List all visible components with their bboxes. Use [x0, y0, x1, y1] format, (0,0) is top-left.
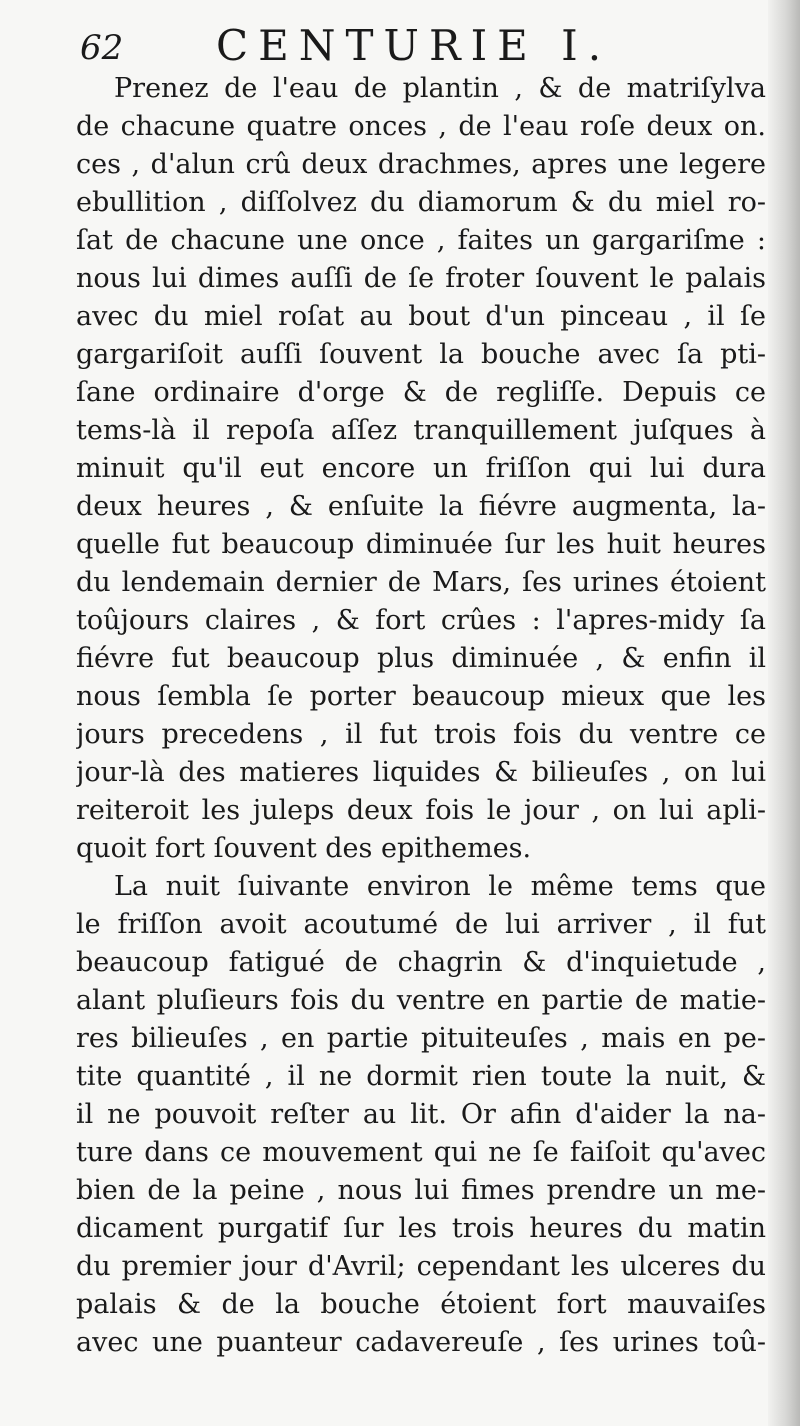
text-line: avec du miel roſat au bout d'un pinceau , il ſe: [76, 301, 766, 332]
text-line: le friſſon avoit acoutumé de lui arriver , il fut: [76, 909, 766, 940]
text-line: gargariſoit auſſi ſouvent la bouche avec ſa pti-: [76, 339, 766, 370]
text-line: deux heures , & enſuite la fiévre augmenta, la-: [76, 491, 766, 522]
page-number: 62: [80, 28, 124, 68]
text-line: bien de la peine , nous lui fimes prendre un me-: [76, 1175, 766, 1206]
text-line: minuit qu'il eut encore un friſſon qui lui dura: [76, 453, 766, 484]
text-line: alant pluſieurs fois du ventre en partie de matie-: [76, 985, 766, 1016]
text-line: ture dans ce mouvement qui ne ſe faiſoit qu'avec: [76, 1137, 766, 1168]
text-line: La nuit ſuivante environ le même tems que: [114, 871, 766, 902]
text-line: quoit fort ſouvent des epithemes.: [76, 833, 532, 864]
text-line: quelle fut beaucoup diminuée ſur les huit heures: [76, 529, 766, 560]
text-line: jours precedens , il fut trois fois du ventre ce: [76, 719, 766, 750]
text-line: ſane ordinaire d'orge & de regliſſe. Depuis ce: [76, 377, 766, 408]
text-line: de chacune quatre onces , de l'eau roſe deux on.: [76, 111, 766, 142]
text-line: jour-là des matieres liquides & bilieuſes , on lui: [76, 757, 766, 788]
running-title: CENTURIE I.: [216, 21, 612, 70]
paragraph-1: [76, 70, 766, 868]
text-line: ces , d'alun crû deux drachmes, apres une legere: [76, 149, 766, 180]
text-line: Prenez de l'eau de plantin , & de matriſylva: [114, 73, 766, 104]
text-line: avec une puanteur cadavereuſe , ſes urines toû-: [76, 1327, 766, 1358]
text-line: nous lui dimes auſſi de ſe froter ſouvent le palais: [76, 263, 766, 294]
paragraph-2: [76, 868, 766, 1362]
text-line: res bilieuſes , en partie pituiteuſes , mais en pe-: [76, 1023, 766, 1054]
text-line: du lendemain dernier de Mars, ſes urines étoient: [76, 567, 766, 598]
page-gutter-shadow: [768, 0, 800, 1426]
text-line: tems-là il repoſa aſſez tranquillement juſques à: [76, 415, 766, 446]
text-line: du premier jour d'Avril; cependant les ulceres du: [76, 1251, 766, 1282]
text-line: fiévre fut beaucoup plus diminuée , & enfin il: [76, 643, 766, 674]
text-line: palais & de la bouche étoient fort mauvaiſes: [76, 1289, 766, 1320]
page-header: [80, 22, 770, 74]
text-line: beaucoup fatigué de chagrin & d'inquietude ,: [76, 947, 766, 978]
text-line: dicament purgatif ſur les trois heures du matin: [76, 1213, 766, 1244]
text-line: reiteroit les juleps deux fois le jour , on lui apli-: [76, 795, 766, 826]
text-line: tite quantité , il ne dormit rien toute la nuit, &: [76, 1061, 766, 1092]
text-line: toûjours claires , & fort crûes : l'apres-midy ſa: [76, 605, 766, 636]
text-line: nous ſembla ſe porter beaucoup mieux que les: [76, 681, 766, 712]
text-line: ebullition , diſſolvez du diamorum & du miel ro-: [76, 187, 766, 218]
text-line: il ne pouvoit reſter au lit. Or afin d'aider la na-: [76, 1099, 766, 1130]
body-text: [76, 70, 766, 1362]
text-line: ſat de chacune une once , faites un gargariſme :: [76, 225, 766, 256]
